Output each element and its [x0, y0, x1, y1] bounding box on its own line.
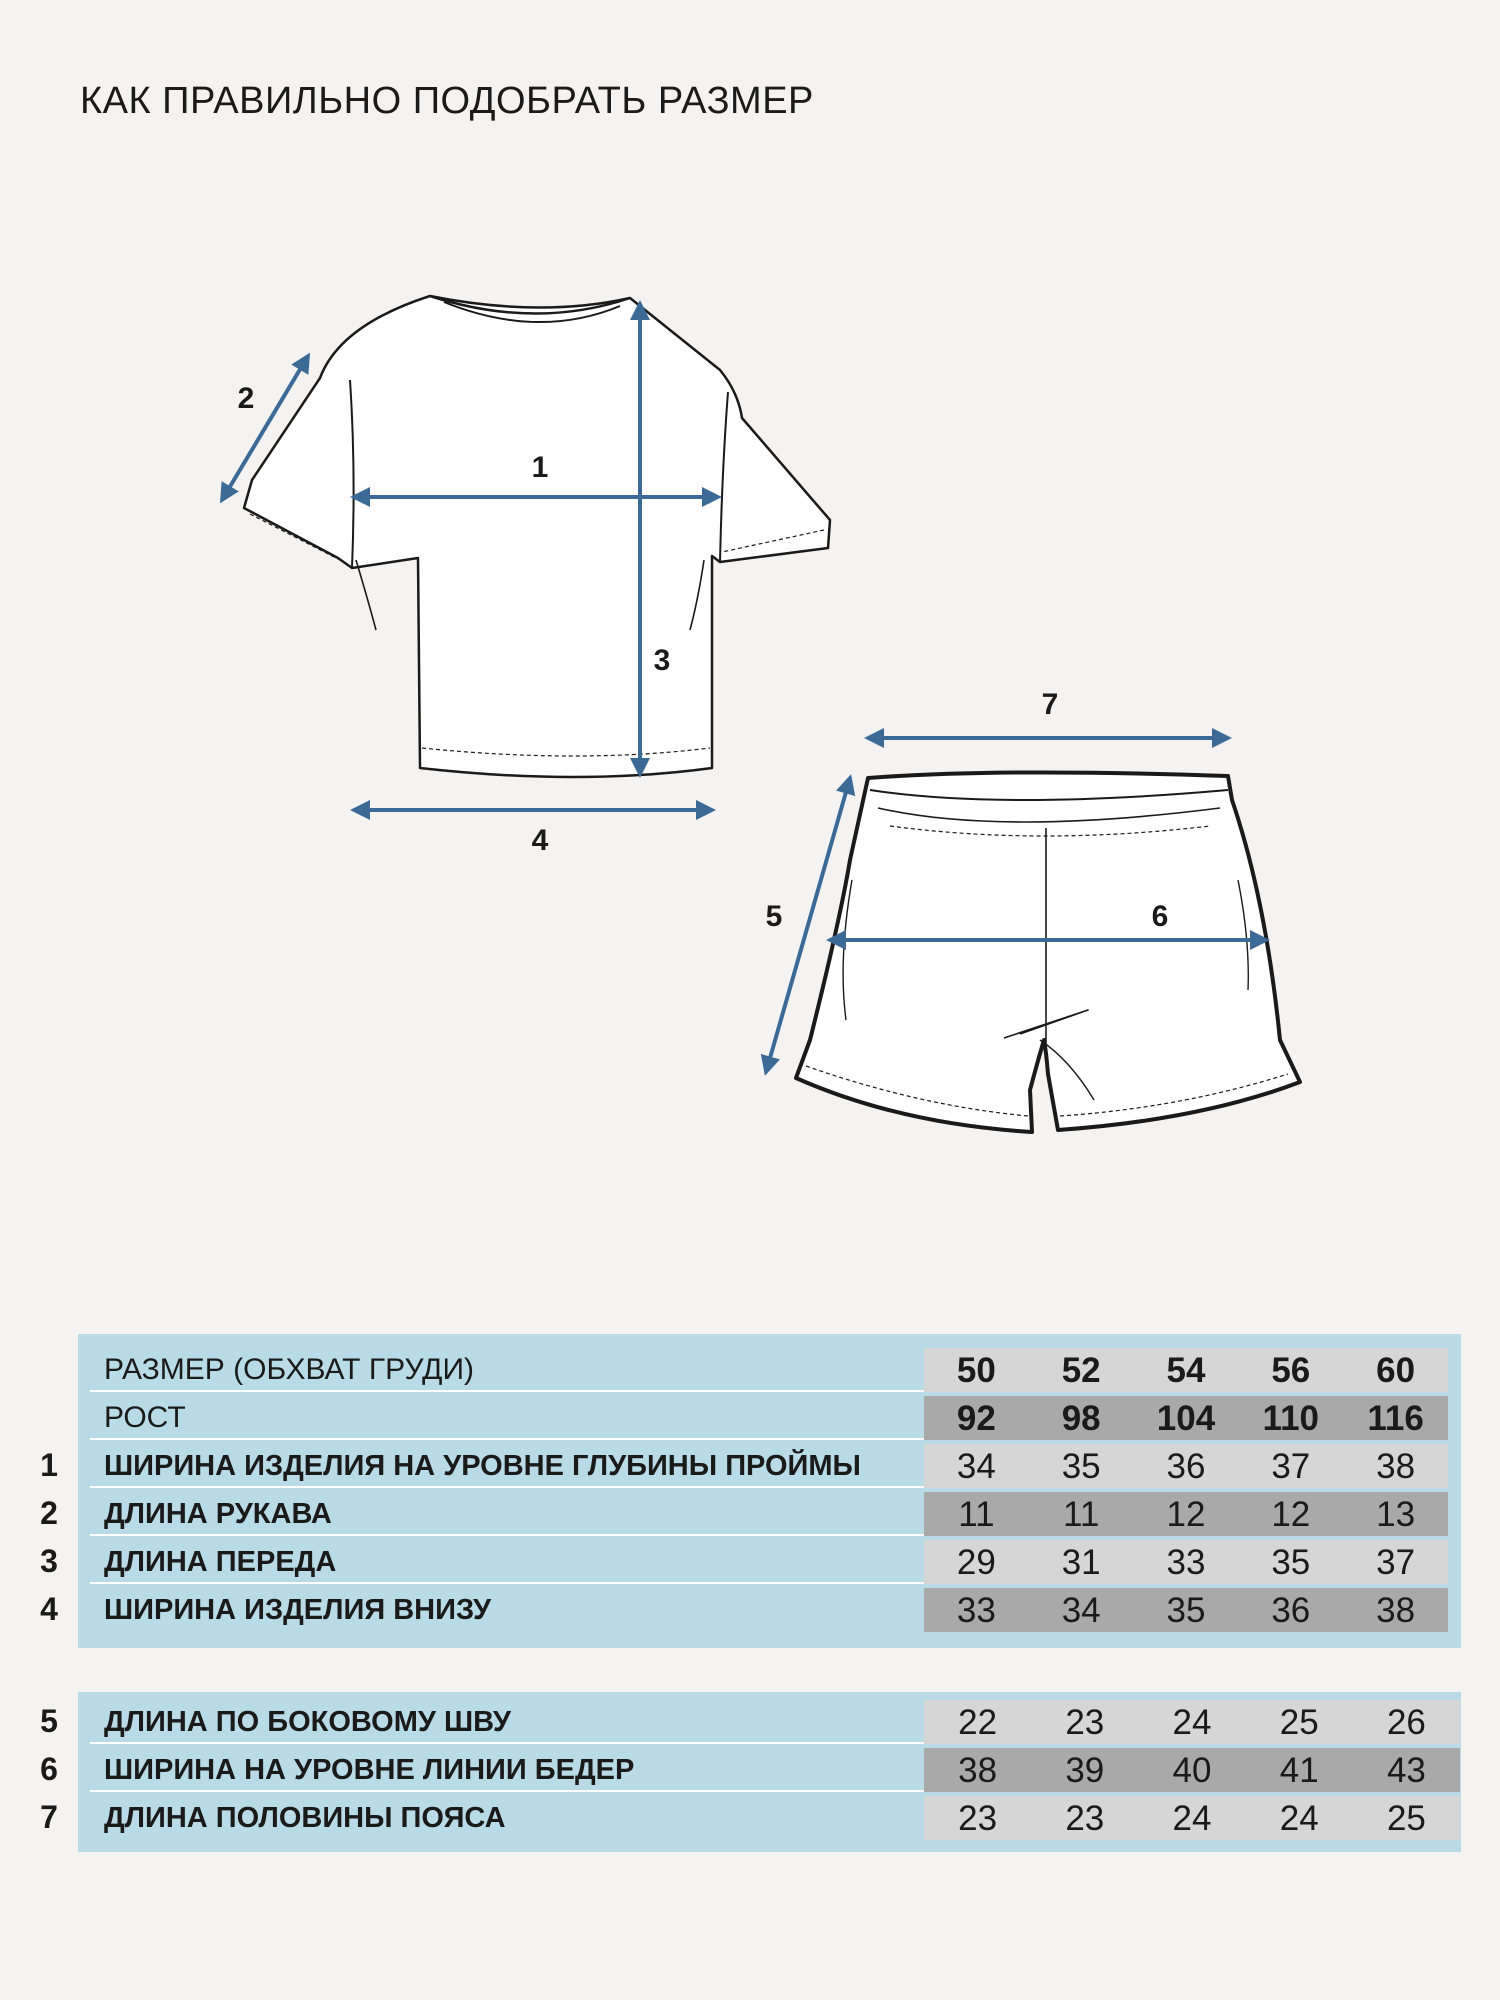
cell: 38	[1376, 1591, 1416, 1630]
row-values	[924, 1540, 1448, 1584]
cell: 34	[1061, 1591, 1101, 1630]
row-number: 2	[40, 1495, 58, 1531]
row-label: ШИРИНА ИЗДЕЛИЯ НА УРОВНЕ ГЛУБИНЫ ПРОЙМЫ	[90, 1442, 925, 1488]
size-value: 60	[1376, 1351, 1416, 1390]
cell: 40	[1172, 1751, 1212, 1790]
cell: 37	[1376, 1543, 1416, 1582]
cell: 23	[958, 1799, 998, 1838]
tshirt-size-table	[40, 1334, 1461, 1648]
label-2: 2	[237, 382, 255, 415]
row-values	[924, 1796, 1460, 1840]
table-row	[40, 1794, 1461, 1840]
row-label: ДЛИНА ПЕРЕДА	[90, 1538, 925, 1584]
height-value: 116	[1367, 1399, 1424, 1438]
label-1: 1	[531, 451, 549, 484]
cell: 11	[1063, 1495, 1100, 1534]
cell: 35	[1061, 1447, 1101, 1486]
shorts-size-table	[40, 1692, 1461, 1852]
row-values	[924, 1492, 1448, 1536]
row-label: ДЛИНА ПОЛОВИНЫ ПОЯСА	[104, 1802, 506, 1834]
cell: 26	[1386, 1703, 1426, 1742]
row-number: 1	[40, 1447, 58, 1483]
row-values	[924, 1748, 1460, 1792]
header-label: РАЗМЕР (ОБХВАТ ГРУДИ)	[90, 1346, 925, 1392]
table-row	[40, 1746, 1461, 1792]
row-number: 4	[40, 1591, 58, 1627]
page-title: КАК ПРАВИЛЬНО ПОДОБРАТЬ РАЗМЕР	[80, 80, 814, 122]
cell: 41	[1279, 1751, 1319, 1790]
label-3: 3	[653, 644, 671, 677]
height-values	[924, 1396, 1448, 1440]
cell: 23	[1065, 1703, 1105, 1742]
label-6: 6	[1151, 900, 1169, 933]
header-label: РОСТ	[90, 1394, 925, 1440]
row-number: 3	[40, 1543, 58, 1579]
size-values	[924, 1348, 1448, 1392]
height-value: 92	[956, 1399, 996, 1438]
size-value: 56	[1271, 1351, 1311, 1390]
cell: 11	[958, 1495, 995, 1534]
shorts-drawing	[796, 772, 1300, 1132]
cell: 12	[1271, 1495, 1311, 1534]
cell: 35	[1166, 1591, 1206, 1630]
row-label: ДЛИНА ПО БОКОВОМУ ШВУ	[90, 1698, 925, 1744]
cell: 24	[1172, 1703, 1212, 1742]
cell: 35	[1271, 1543, 1311, 1582]
cell: 25	[1279, 1703, 1319, 1742]
table-row	[40, 1490, 1461, 1536]
row-label: ШИРИНА ИЗДЕЛИЯ ВНИЗУ	[104, 1594, 492, 1626]
row-values	[924, 1444, 1448, 1488]
cell: 31	[1061, 1543, 1101, 1582]
cell: 13	[1376, 1495, 1416, 1534]
size-value: 54	[1166, 1351, 1206, 1390]
cell: 22	[958, 1703, 998, 1742]
row-values	[924, 1700, 1460, 1744]
cell: 38	[1376, 1447, 1416, 1486]
table-row	[40, 1442, 1461, 1488]
cell: 33	[1166, 1543, 1206, 1582]
cell: 29	[956, 1543, 996, 1582]
height-value: 104	[1156, 1399, 1216, 1438]
cell: 23	[1065, 1799, 1105, 1838]
cell: 36	[1271, 1591, 1311, 1630]
size-value: 52	[1061, 1351, 1101, 1390]
row-values	[924, 1588, 1448, 1632]
row-number: 6	[40, 1751, 58, 1787]
cell: 37	[1271, 1447, 1311, 1486]
label-4: 4	[531, 824, 549, 857]
cell: 36	[1166, 1447, 1206, 1486]
cell: 33	[956, 1591, 996, 1630]
cell: 24	[1172, 1799, 1212, 1838]
size-value: 50	[956, 1351, 996, 1390]
label-5: 5	[765, 900, 783, 933]
cell: 38	[958, 1751, 998, 1790]
row-label: ШИРИНА НА УРОВНЕ ЛИНИИ БЕДЕР	[90, 1746, 925, 1792]
label-7: 7	[1041, 688, 1059, 721]
height-value: 98	[1061, 1399, 1101, 1438]
cell: 39	[1065, 1751, 1105, 1790]
cell: 24	[1279, 1799, 1319, 1838]
tshirt-drawing	[244, 296, 830, 777]
header-row-height	[78, 1394, 1461, 1440]
height-value: 110	[1262, 1399, 1320, 1438]
table-row	[40, 1586, 1461, 1632]
row-label: ДЛИНА РУКАВА	[90, 1490, 925, 1536]
table-row	[40, 1698, 1461, 1744]
header-row-size	[78, 1346, 1461, 1392]
cell: 12	[1166, 1495, 1206, 1534]
cell: 43	[1386, 1751, 1426, 1790]
table-row	[40, 1538, 1461, 1584]
cell: 34	[956, 1447, 996, 1486]
row-number: 5	[40, 1703, 58, 1739]
row-number: 7	[40, 1799, 58, 1835]
cell: 25	[1386, 1799, 1426, 1838]
